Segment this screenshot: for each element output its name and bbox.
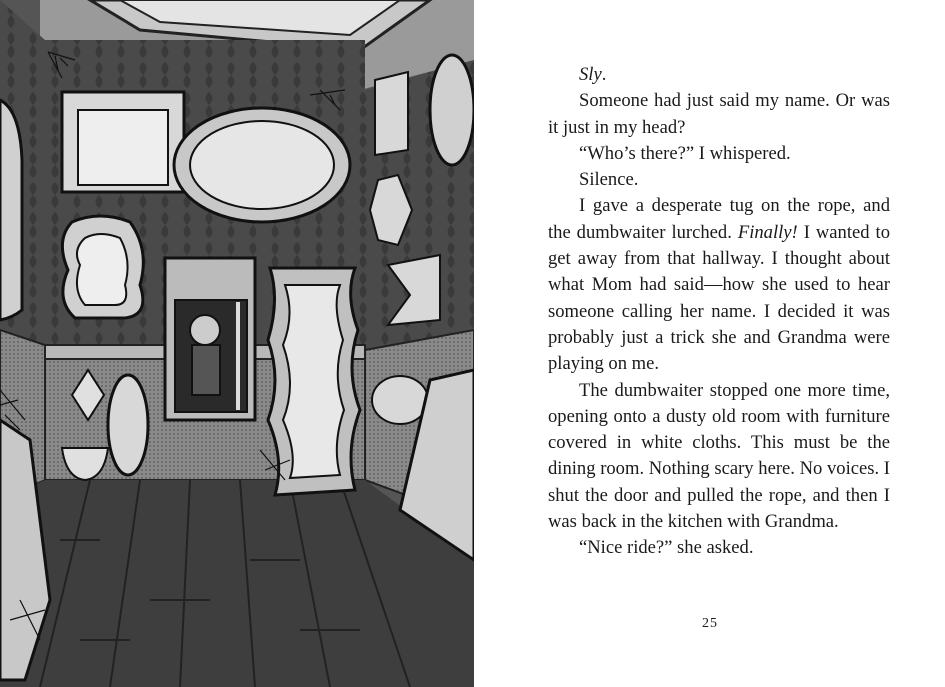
paragraph-text: I wanted to get away from that hallway. I thought about what Mom had said—how she used to hear someone calling her name. I decided it was probably just a trick she and Grandma were playing on me. <box>548 221 891 375</box>
paragraph-text: . <box>601 64 607 85</box>
italic-text: Finally! <box>737 221 798 243</box>
paragraph-text: I gave a desperate tug on the rope, and the dumbwaiter lurched. <box>548 195 890 243</box>
paragraph <box>548 193 890 377</box>
paragraph: Silence. <box>579 169 639 191</box>
italic-text: Sly <box>579 64 602 85</box>
paragraph: “Nice ride?” she asked. <box>579 537 754 559</box>
paragraph: “Who’s there?” I whispered. <box>579 142 791 164</box>
paragraph: The dumbwaiter stopped one more time, opening onto a dusty old room with furniture covered in white cloths. This must be the dining room. Nothing scary here. No voices. I shut the door and pulled the rope, and then I was back in the kitchen with Grandma. <box>548 379 890 533</box>
story-text <box>548 62 890 562</box>
page-number-label: 25 <box>702 616 718 631</box>
paragraph: Someone had just said my name. Or was it just in my head? <box>548 90 890 138</box>
text-page <box>474 0 945 687</box>
page-number <box>474 616 945 632</box>
paragraph <box>548 62 890 88</box>
